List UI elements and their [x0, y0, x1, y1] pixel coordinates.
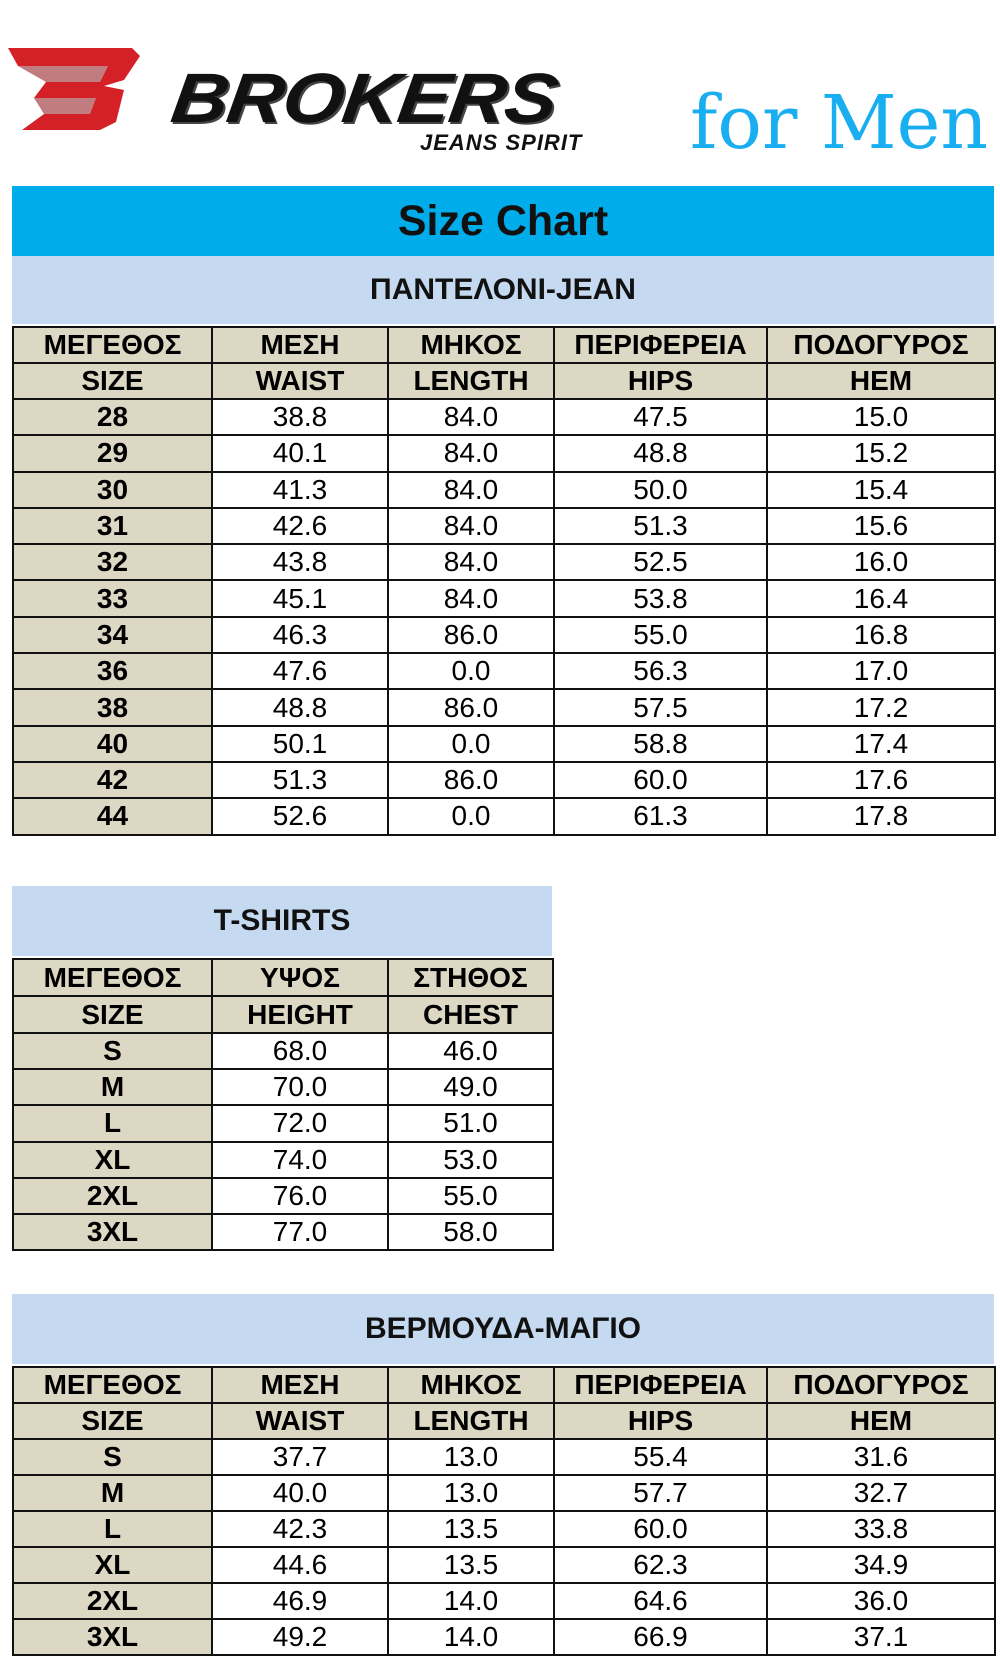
table-row	[13, 1069, 553, 1105]
table-row	[13, 1511, 995, 1547]
measurement-cell: 46.9	[212, 1583, 388, 1619]
measurement-cell: 17.2	[767, 689, 995, 725]
measurement-cell: 58.8	[554, 726, 767, 762]
measurement-cell: 62.3	[554, 1547, 767, 1583]
table-row	[13, 1178, 553, 1214]
measurement-cell: 57.7	[554, 1475, 767, 1511]
measurement-cell: 16.8	[767, 617, 995, 653]
measurement-cell: 84.0	[388, 399, 554, 435]
header-row-english	[13, 363, 995, 399]
measurement-cell: 13.0	[388, 1475, 554, 1511]
size-cell: 3XL	[13, 1619, 212, 1655]
measurement-cell: 52.5	[554, 544, 767, 580]
table-row	[13, 726, 995, 762]
header-row-greek	[13, 959, 553, 996]
bermuda-section-title: ΒΕΡΜΟΥΔΑ-ΜΑΓΙΟ	[12, 1294, 994, 1364]
table-row	[13, 580, 995, 616]
measurement-cell: 45.1	[212, 580, 388, 616]
table-row	[13, 762, 995, 798]
measurement-cell: 38.8	[212, 399, 388, 435]
measurement-cell: 32.7	[767, 1475, 995, 1511]
measurement-cell: 61.3	[554, 798, 767, 834]
measurement-cell: 58.0	[388, 1214, 553, 1250]
measurement-cell: 17.8	[767, 798, 995, 834]
table-row	[13, 435, 995, 471]
measurement-cell: 86.0	[388, 617, 554, 653]
measurement-cell: 86.0	[388, 689, 554, 725]
measurement-cell: 48.8	[212, 689, 388, 725]
measurement-cell: 86.0	[388, 762, 554, 798]
measurement-cell: 76.0	[212, 1178, 388, 1214]
size-cell: 31	[13, 508, 212, 544]
column-header: ΜΗΚΟΣ	[388, 1367, 554, 1403]
size-cell: 40	[13, 726, 212, 762]
measurement-cell: 77.0	[212, 1214, 388, 1250]
table-row	[13, 617, 995, 653]
header-row-greek	[13, 1367, 995, 1403]
measurement-cell: 48.8	[554, 435, 767, 471]
header-row-greek	[13, 327, 995, 363]
measurement-cell: 13.5	[388, 1547, 554, 1583]
measurement-cell: 42.3	[212, 1511, 388, 1547]
size-cell: S	[13, 1033, 212, 1069]
column-header: SIZE	[13, 363, 212, 399]
table-row	[13, 798, 995, 834]
measurement-cell: 53.8	[554, 580, 767, 616]
measurement-cell: 46.0	[388, 1033, 553, 1069]
column-header: ΠΟΔΟΓΥΡΟΣ	[767, 1367, 995, 1403]
jeans-size-table	[12, 326, 996, 836]
tshirts-section-title: T-SHIRTS	[12, 886, 552, 956]
size-chart-banner: Size Chart	[12, 186, 994, 256]
table-row	[13, 1583, 995, 1619]
size-cell: L	[13, 1105, 212, 1141]
table-row	[13, 1547, 995, 1583]
measurement-cell: 64.6	[554, 1583, 767, 1619]
table-row	[13, 1105, 553, 1141]
size-cell: 33	[13, 580, 212, 616]
measurement-cell: 46.3	[212, 617, 388, 653]
size-cell: 30	[13, 472, 212, 508]
table-row	[13, 544, 995, 580]
size-cell: 2XL	[13, 1583, 212, 1619]
measurement-cell: 42.6	[212, 508, 388, 544]
column-header: SIZE	[13, 1403, 212, 1439]
header-row-english	[13, 1403, 995, 1439]
column-header: ΣΤΗΘΟΣ	[388, 959, 553, 996]
size-cell: XL	[13, 1547, 212, 1583]
measurement-cell: 47.5	[554, 399, 767, 435]
column-header: ΠΟΔΟΓΥΡΟΣ	[767, 327, 995, 363]
measurement-cell: 84.0	[388, 472, 554, 508]
size-cell: 32	[13, 544, 212, 580]
measurement-cell: 15.0	[767, 399, 995, 435]
measurement-cell: 0.0	[388, 726, 554, 762]
size-cell: 36	[13, 653, 212, 689]
measurement-cell: 47.6	[212, 653, 388, 689]
measurement-cell: 16.0	[767, 544, 995, 580]
measurement-cell: 14.0	[388, 1583, 554, 1619]
measurement-cell: 50.1	[212, 726, 388, 762]
table-row	[13, 1439, 995, 1475]
column-header: LENGTH	[388, 1403, 554, 1439]
measurement-cell: 13.5	[388, 1511, 554, 1547]
measurement-cell: 15.4	[767, 472, 995, 508]
column-header: ΜΕΓΕΘΟΣ	[13, 1367, 212, 1403]
measurement-cell: 14.0	[388, 1619, 554, 1655]
table-row	[13, 1619, 995, 1655]
table-row	[13, 1475, 995, 1511]
measurement-cell: 36.0	[767, 1583, 995, 1619]
measurement-cell: 56.3	[554, 653, 767, 689]
measurement-cell: 31.6	[767, 1439, 995, 1475]
measurement-cell: 51.3	[212, 762, 388, 798]
size-cell: 2XL	[13, 1178, 212, 1214]
size-cell: M	[13, 1069, 212, 1105]
measurement-cell: 44.6	[212, 1547, 388, 1583]
column-header: CHEST	[388, 996, 553, 1033]
table-row	[13, 689, 995, 725]
table-row	[13, 653, 995, 689]
column-header: HEIGHT	[212, 996, 388, 1033]
measurement-cell: 13.0	[388, 1439, 554, 1475]
size-cell: 3XL	[13, 1214, 212, 1250]
measurement-cell: 84.0	[388, 580, 554, 616]
measurement-cell: 34.9	[767, 1547, 995, 1583]
table-row	[13, 508, 995, 544]
column-header: ΜΕΣΗ	[212, 1367, 388, 1403]
measurement-cell: 49.0	[388, 1069, 553, 1105]
size-cell: 38	[13, 689, 212, 725]
header-row-english	[13, 996, 553, 1033]
column-header: LENGTH	[388, 363, 554, 399]
size-cell: S	[13, 1439, 212, 1475]
column-header: HIPS	[554, 1403, 767, 1439]
measurement-cell: 17.0	[767, 653, 995, 689]
measurement-cell: 60.0	[554, 762, 767, 798]
measurement-cell: 51.3	[554, 508, 767, 544]
size-cell: M	[13, 1475, 212, 1511]
table-row	[13, 472, 995, 508]
measurement-cell: 37.7	[212, 1439, 388, 1475]
table-row	[13, 399, 995, 435]
measurement-cell: 57.5	[554, 689, 767, 725]
column-header: HEM	[767, 1403, 995, 1439]
size-cell: 34	[13, 617, 212, 653]
measurement-cell: 0.0	[388, 798, 554, 834]
column-header: ΜΗΚΟΣ	[388, 327, 554, 363]
brokers-b-logo-icon	[4, 42, 144, 132]
measurement-cell: 66.9	[554, 1619, 767, 1655]
size-cell: 42	[13, 762, 212, 798]
size-cell: 44	[13, 798, 212, 834]
measurement-cell: 15.6	[767, 508, 995, 544]
measurement-cell: 17.4	[767, 726, 995, 762]
measurement-cell: 40.1	[212, 435, 388, 471]
measurement-cell: 43.8	[212, 544, 388, 580]
measurement-cell: 60.0	[554, 1511, 767, 1547]
measurement-cell: 49.2	[212, 1619, 388, 1655]
column-header: SIZE	[13, 996, 212, 1033]
measurement-cell: 52.6	[212, 798, 388, 834]
measurement-cell: 16.4	[767, 580, 995, 616]
measurement-cell: 41.3	[212, 472, 388, 508]
measurement-cell: 0.0	[388, 653, 554, 689]
measurement-cell: 17.6	[767, 762, 995, 798]
column-header: ΜΕΓΕΘΟΣ	[13, 959, 212, 996]
measurement-cell: 84.0	[388, 435, 554, 471]
measurement-cell: 40.0	[212, 1475, 388, 1511]
measurement-cell: 37.1	[767, 1619, 995, 1655]
column-header: WAIST	[212, 363, 388, 399]
bermuda-size-table	[12, 1366, 996, 1656]
for-men-label: for Men	[690, 80, 989, 166]
measurement-cell: 55.4	[554, 1439, 767, 1475]
measurement-cell: 55.0	[388, 1178, 553, 1214]
measurement-cell: 55.0	[554, 617, 767, 653]
measurement-cell: 74.0	[212, 1142, 388, 1178]
brand-tagline: JEANS SPIRIT	[420, 130, 583, 155]
measurement-cell: 53.0	[388, 1142, 553, 1178]
measurement-cell: 72.0	[212, 1105, 388, 1141]
table-row	[13, 1142, 553, 1178]
column-header: ΜΕΓΕΘΟΣ	[13, 327, 212, 363]
column-header: HIPS	[554, 363, 767, 399]
measurement-cell: 70.0	[212, 1069, 388, 1105]
size-cell: XL	[13, 1142, 212, 1178]
table-row	[13, 1214, 553, 1250]
tshirts-size-table	[12, 958, 554, 1251]
column-header: HEM	[767, 363, 995, 399]
brand-name: BROKERS	[166, 59, 563, 137]
measurement-cell: 68.0	[212, 1033, 388, 1069]
measurement-cell: 33.8	[767, 1511, 995, 1547]
column-header: ΜΕΣΗ	[212, 327, 388, 363]
size-cell: L	[13, 1511, 212, 1547]
measurement-cell: 50.0	[554, 472, 767, 508]
measurement-cell: 51.0	[388, 1105, 553, 1141]
table-row	[13, 1033, 553, 1069]
column-header: WAIST	[212, 1403, 388, 1439]
column-header: ΥΨΟΣ	[212, 959, 388, 996]
size-cell: 29	[13, 435, 212, 471]
measurement-cell: 15.2	[767, 435, 995, 471]
column-header: ΠΕΡΙΦΕΡΕΙΑ	[554, 1367, 767, 1403]
measurement-cell: 84.0	[388, 508, 554, 544]
column-header: ΠΕΡΙΦΕΡΕΙΑ	[554, 327, 767, 363]
size-cell: 28	[13, 399, 212, 435]
jeans-section-title: ΠΑΝΤΕΛΟΝΙ-JEAN	[12, 256, 994, 324]
measurement-cell: 84.0	[388, 544, 554, 580]
